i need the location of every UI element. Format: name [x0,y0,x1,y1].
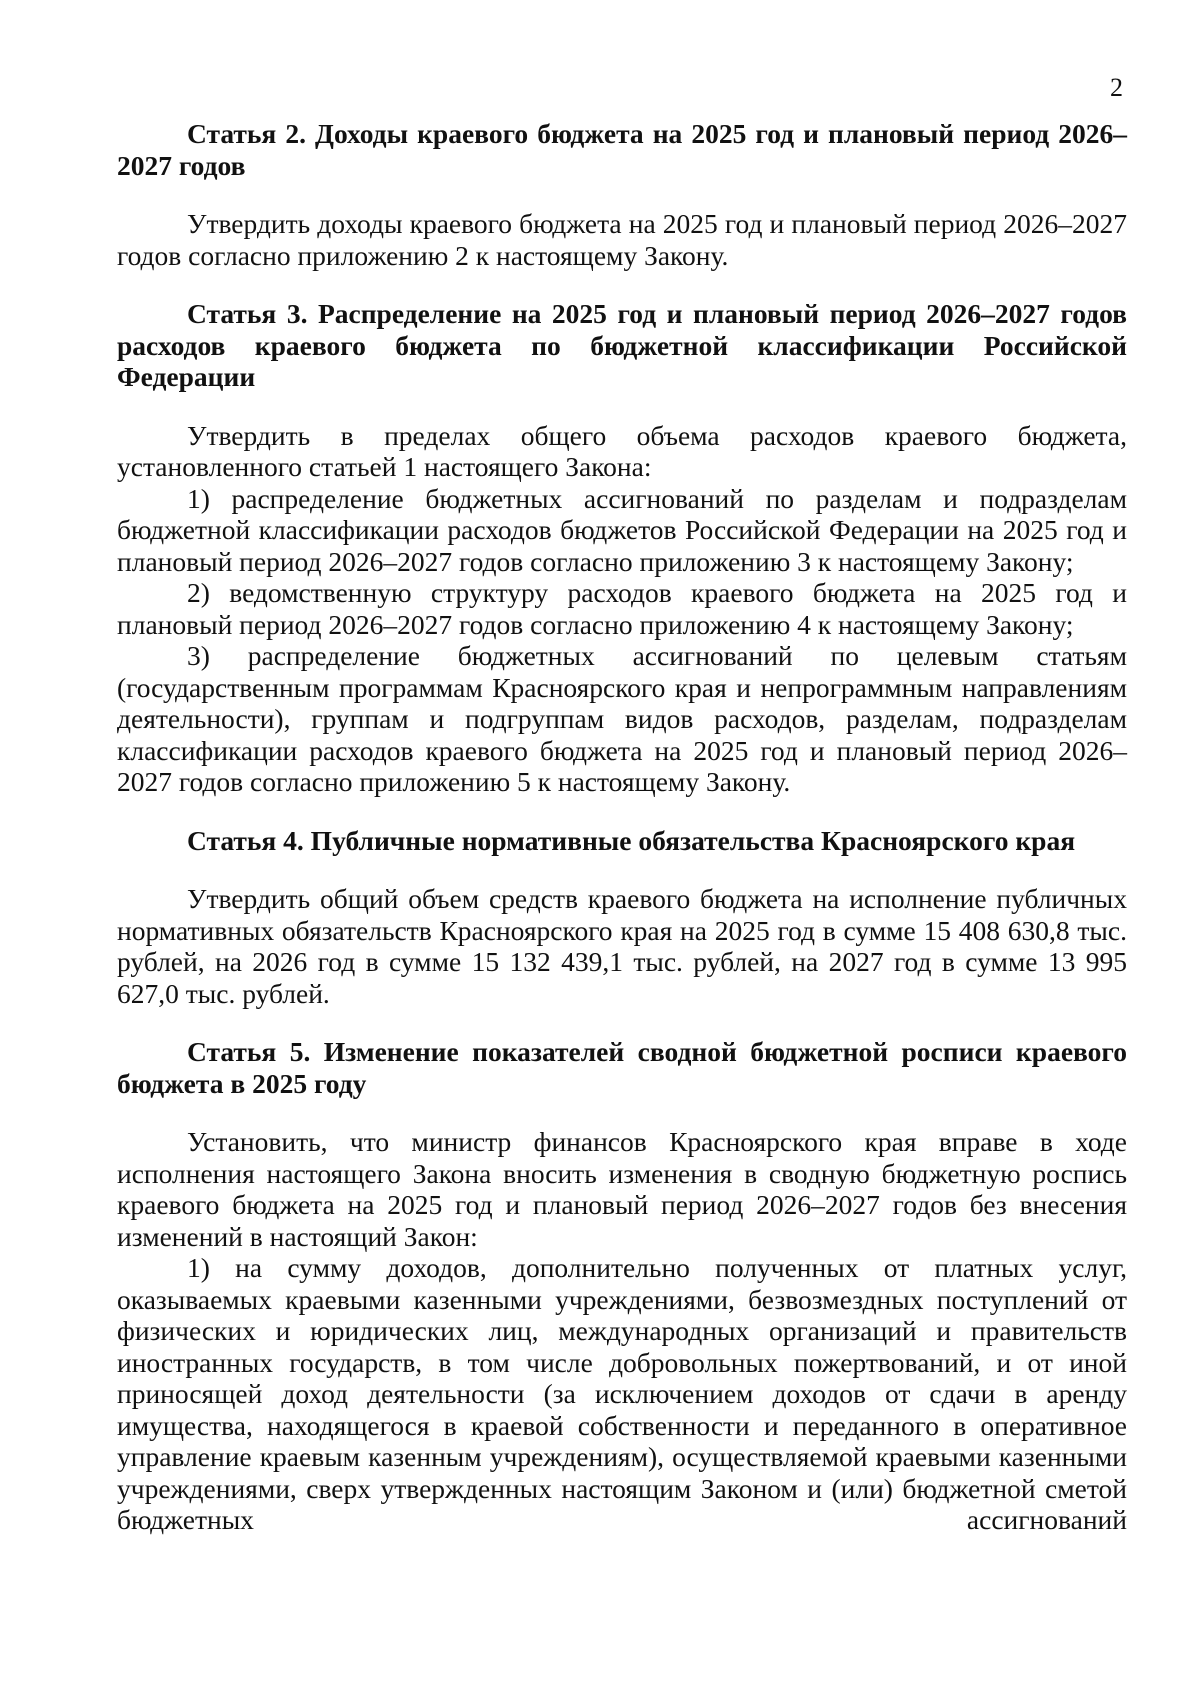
section-gap [117,798,1127,825]
article-5-heading: Статья 5. Изменение показателей сводной бюджетной росписи краевого бюджета в 2025 году [117,1036,1127,1099]
article-2-paragraph-1: Утвердить доходы краевого бюджета на 2025 год и плановый период 2026–2027 годов согласно приложению 2 к настоящему Закону. [117,208,1127,271]
page-number: 2 [1110,73,1123,102]
article-2-heading: Статья 2. Доходы краевого бюджета на 2025 год и плановый период 2026–2027 годов [117,118,1127,181]
article-4-paragraph-1: Утвердить общий объем средств краевого бюджета на исполнение публичных нормативных обязательств Красноярского края на 2025 год в сумме 15 408 630,8 тыс. рублей, на 2026 год в сумме 15 132 439,1 тыс. рублей, на 2027 год в сумме 13 995 627,0 тыс. рублей. [117,883,1127,1009]
document-body [117,118,1127,1536]
article-3-item-1: 1) распределение бюджетных ассигнований по разделам и подразделам бюджетной классификации расходов бюджетов Российской Федерации на 2025 год и плановый период 2026–2027 годов согласно приложению 3 к настоящему Закону; [117,482,1127,577]
article-5-item-1: 1) на сумму доходов, дополнительно полученных от платных услуг, оказываемых краевыми казенными учреждениями, безвозмездных поступлений от физических и юридических лиц, международных организаций и правительств иностранных государств, в том числе добровольных пожертвований, и от иной приносящей доход деятельности (за исключением доходов от сдачи в аренду имущества, находящегося в краевой собственности и переданного в оперативное управление краевым казенным учреждениям), осуществляемой краевыми казенными учреждениями, сверх утвержденных настоящим Законом и (или) бюджетной сметой бюджетных ассигнований [117,1252,1127,1535]
article-4-heading: Статья 4. Публичные нормативные обязательства Красноярского края [187,824,1076,856]
article-3-item-2: 2) ведомственную структуру расходов краевого бюджета на 2025 год и плановый период 2026–2027 годов согласно приложению 4 к настоящему Закону; [117,577,1127,640]
article-3-item-3: 3) распределение бюджетных ассигнований по целевым статьям (государственным программам Красноярского края и непрограммным направлениям деятельности), группам и подгруппам видов расходов, разделам, подразделам классификации расходов краевого бюджета на 2025 год и плановый период 2026–2027 годов согласно приложению 5 к настоящему Закону. [117,640,1127,797]
article-3-paragraph-1: Утвердить в пределах общего объема расходов краевого бюджета, установленного статьей 1 настоящего Закона: [117,419,1127,482]
article-3-heading: Статья 3. Распределение на 2025 год и плановый период 2026–2027 годов расходов краевого бюджета по бюджетной классификации Российской Федерации [117,298,1127,392]
section-gap [117,1009,1127,1036]
section-gap [117,271,1127,298]
article-5-paragraph-1: Установить, что министр финансов Красноярского края вправе в ходе исполнения настоящего Закона вносить изменения в сводную бюджетную роспись краевого бюджета на 2025 год и плановый период 2026–2027 годов без внесения изменений в настоящий Закон: [117,1126,1127,1252]
